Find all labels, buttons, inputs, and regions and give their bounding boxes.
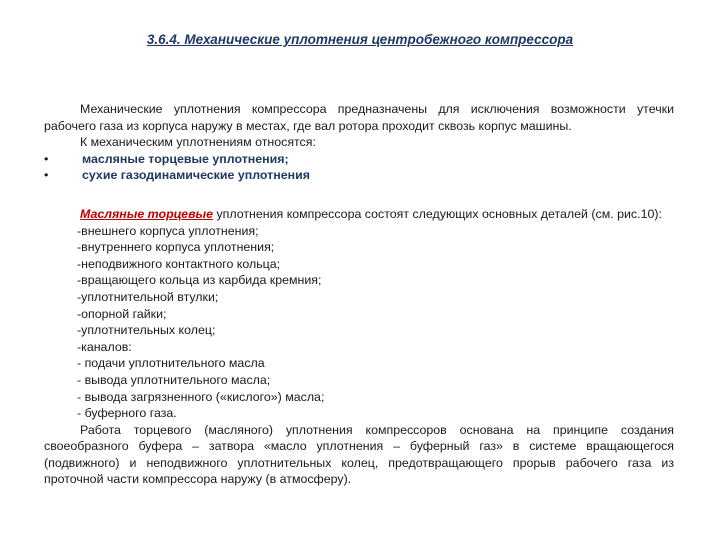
body-content [44,101,674,488]
list-item: -уплотнительной втулки; [77,289,219,304]
parts-list [44,223,674,422]
bullet-icon: • [44,151,49,166]
list-item: -вращающего кольца из карбида кремния; [77,273,322,288]
seal-types-list [44,151,674,184]
highlighted-term: Масляные торцевые [80,206,214,221]
list-item: -внутреннего корпуса уплотнения; [77,240,275,255]
intro-paragraph: Механические уплотнения компрессора предназначены для исключения возможности утечки рабочего газа из корпуса наружу в местах, где вал ротора проходит сквозь корпус машины. [44,102,674,133]
parts-lead [44,206,674,223]
bullet-icon: • [44,168,49,183]
list-item: -каналов: [77,339,132,354]
seal-type-label: сухие газодинамические уплотнения [82,168,310,183]
list-item: - подачи уплотнительного масла [77,356,265,371]
list-item: -неподвижного контактного кольца; [77,256,281,271]
list-item: - вывода уплотнительного масла; [77,372,271,387]
seal-type-item [44,167,674,184]
section-title: 3.6.4. Механические уплотнения центробежного компрессора [146,32,574,47]
seal-type-item [44,151,674,168]
list-item: -внешнего корпуса уплотнения; [77,223,259,238]
list-item: -опорной гайки; [77,306,167,321]
parts-lead-text: уплотнения компрессора состоят следующих основных деталей (см. рис.10): [213,206,662,221]
list-item: - буферного газа. [77,406,177,421]
list-item: - вывода загрязненного («кислого») масла; [77,389,325,404]
spacer [44,184,674,206]
seal-type-label: масляные торцевые уплотнения; [82,151,289,166]
types-lead: К механическим уплотнениям относятся: [80,135,316,150]
list-item: -уплотнительных колец; [77,323,216,338]
conclusion-paragraph: Работа торцевого (масляного) уплотнения компрессоров основана на принципе создания своеобразного буфера – затвора «масло уплотнения – буферный газ» в системе вращающегося (подвижного) и неподвижного уплотнительных колец, предотвращающего прорыв рабочего газа из проточной части компрессора наружу (в атмосферу). [44,422,674,487]
